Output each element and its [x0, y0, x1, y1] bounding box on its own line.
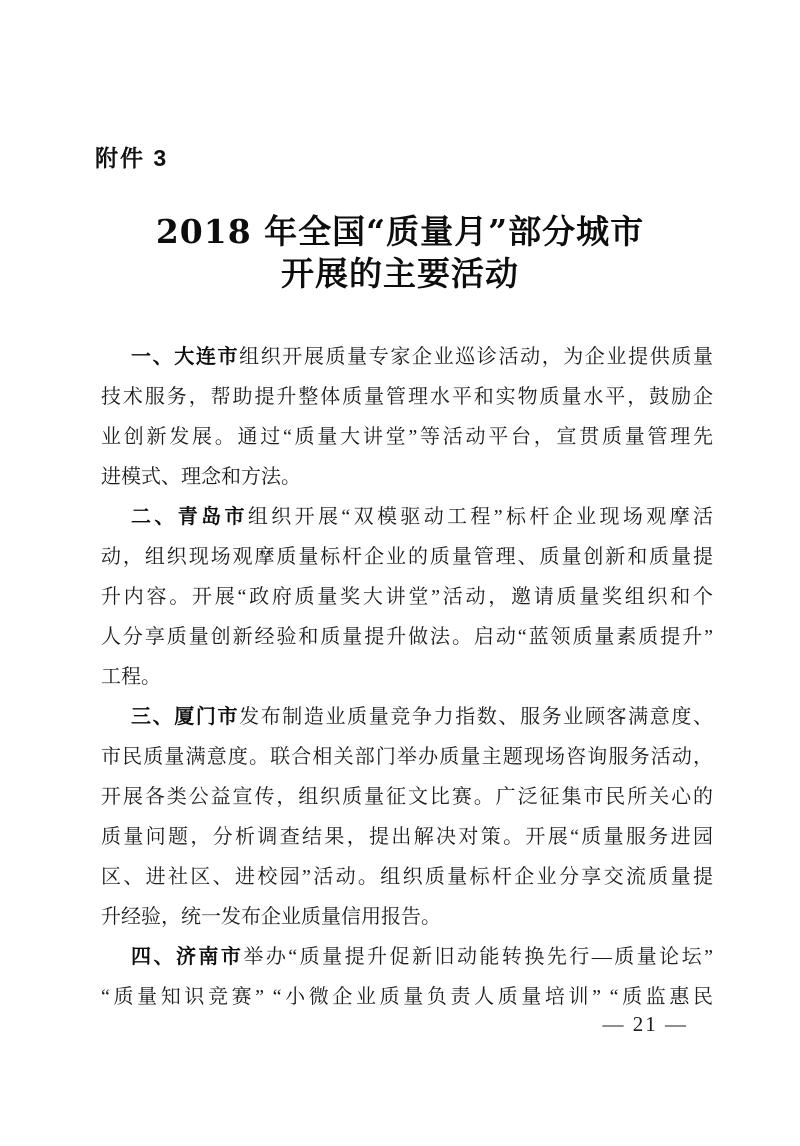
text-line	[101, 697, 713, 737]
city-lead-jinan: 四、济南市	[131, 946, 244, 968]
text-line: 开展各类公益宣传，组织质量征文比赛。广泛征集市民所关心的	[101, 786, 713, 808]
text-line	[101, 937, 713, 977]
attachment-label: 附件 3	[95, 145, 169, 171]
page-number: — 21 —	[602, 1012, 688, 1036]
city-lead-xiamen: 三、厦门市	[131, 706, 240, 728]
title-line-1: 2018 年全国“质量月”部分城市	[155, 212, 645, 251]
title-line-2: 开展的主要活动	[281, 254, 519, 293]
text-line: 工程。	[101, 666, 161, 688]
text-line: 区、进社区、进校园”活动。组织质量标杆企业分享交流质量提	[101, 866, 713, 888]
text-line	[101, 497, 713, 537]
text-run: 举办“质量提升促新旧动能转换先行—质量论坛”	[243, 946, 713, 968]
paragraph-jinan	[101, 937, 713, 1017]
text-line: 进模式、理念和方法。	[101, 466, 301, 488]
paragraph-qingdao	[101, 497, 713, 697]
city-lead-qingdao: 二、青岛市	[131, 506, 248, 528]
paragraph-dalian	[101, 337, 713, 497]
text-line: 动，组织现场观摩质量标杆企业的质量管理、质量创新和质量提	[101, 546, 713, 568]
text-line	[101, 337, 713, 377]
text-line: 人分享质量创新经验和质量提升做法。启动“蓝领质量素质提升”	[101, 626, 713, 648]
document-body	[101, 337, 713, 1017]
text-run: 组织开展“双模驱动工程”标杆企业现场观摩活	[247, 506, 714, 528]
text-line: 技术服务，帮助提升整体质量管理水平和实物质量水平，鼓励企	[101, 386, 713, 408]
text-run: 组织开展质量专家企业巡诊活动，为企业提供质量	[239, 346, 714, 368]
text-line: 业创新发展。通过“质量大讲堂”等活动平台，宣贯质量管理先	[101, 426, 713, 448]
text-line: 市民质量满意度。联合相关部门举办质量主题现场咨询服务活动，	[101, 746, 713, 768]
document-title	[0, 211, 800, 295]
text-run: 发布制造业质量竞争力指数、服务业顾客满意度、	[239, 706, 714, 728]
text-line: 质量问题，分析调查结果，提出解决对策。开展“质量服务进园	[101, 826, 713, 848]
text-line: 升经验，统一发布企业质量信用报告。	[101, 906, 441, 928]
text-line: 升内容。开展“政府质量奖大讲堂”活动，邀请质量奖组织和个	[101, 586, 713, 608]
city-lead-dalian: 一、大连市	[131, 346, 240, 368]
paragraph-xiamen	[101, 697, 713, 937]
text-line: “质量知识竞赛” “小微企业质量负责人质量培训” “质监惠民	[101, 986, 713, 1008]
